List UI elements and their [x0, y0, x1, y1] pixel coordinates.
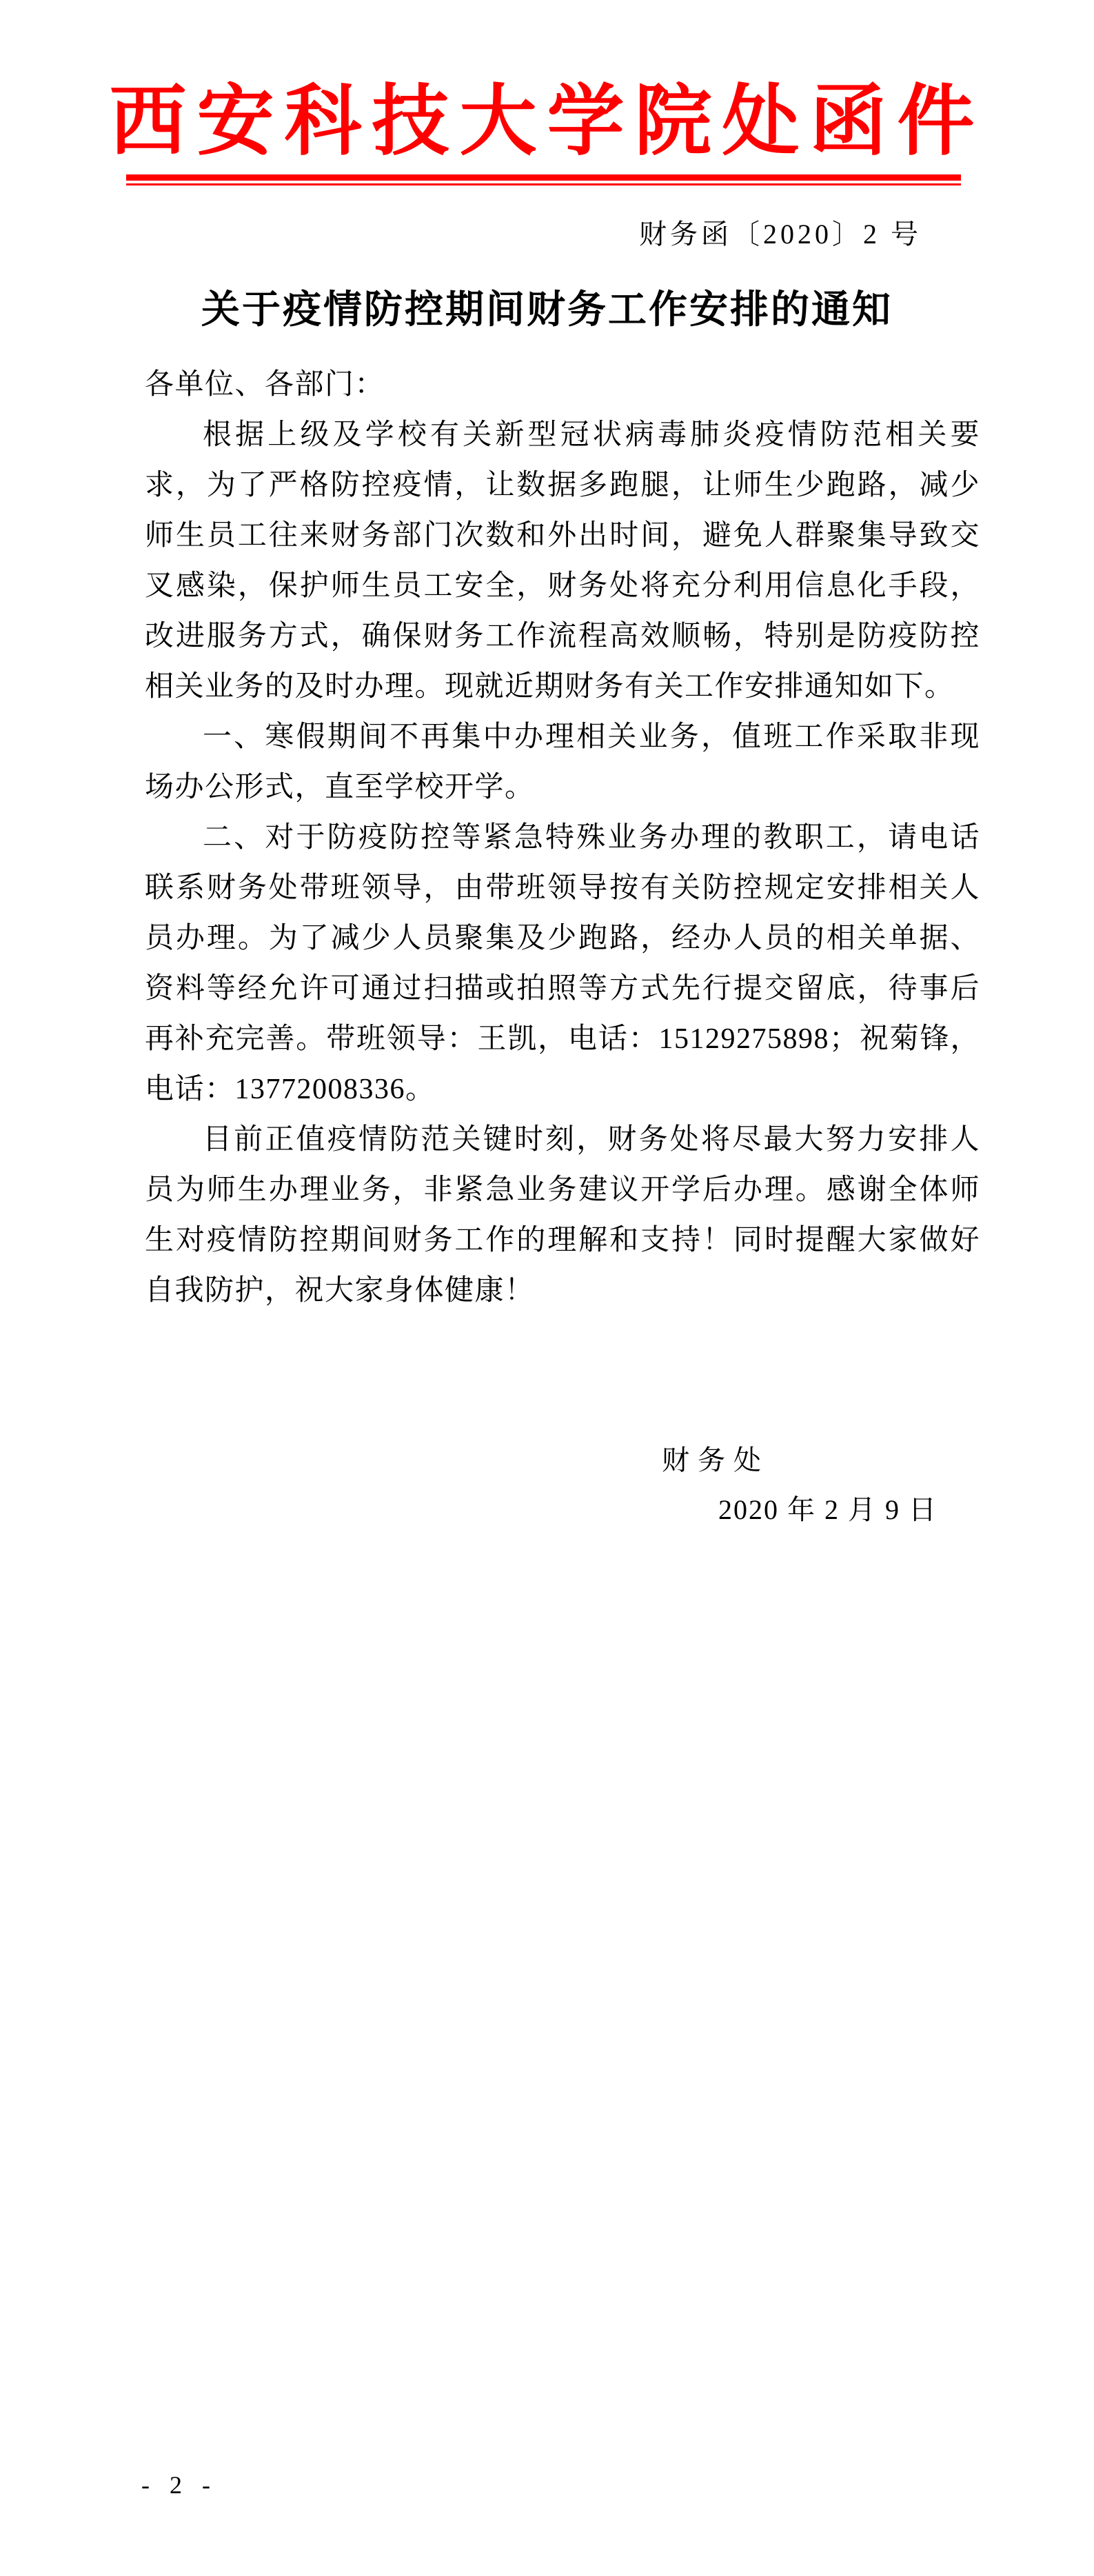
body-paragraph: 一、寒假期间不再集中办理相关业务，值班工作采取非现场办公形式，直至学校开学。 — [145, 721, 980, 803]
page-number: - 2 - — [141, 2471, 217, 2499]
masthead-divider-thin-line — [126, 183, 961, 185]
body-paragraph: 目前正值疫情防范关键时刻，财务处将尽最大努力安排人员为师生办理业务，非紧急业务建议开学后办理。感谢全体师生对疫情防控期间财务工作的理解和支持！同时提醒大家做好自我防护，祝大家身体健康！ — [145, 1124, 980, 1307]
signature-department: 财务处 — [662, 1445, 769, 1476]
body-paragraph: 二、对于防疫防控等紧急特殊业务办理的教职工，请电话联系财务处带班领导，由带班领导按有关防控规定安排相关人员办理。为了减少人员聚集及少跑路，经办人员的相关单据、资料等经允许可通过扫描或拍照等方式先行提交留底，待事后再补充完善。带班领导：王凯，电话：15129275898；祝菊锋，电话：13772008336。 — [145, 822, 980, 1105]
body-paragraph: 根据上级及学校有关新型冠状病毒肺炎疫情防范相关要求，为了严格防控疫情，让数据多跑腿，让师生少跑路，减少师生员工往来财务部门次数和外出时间，避免人群聚集导致交叉感染，保护师生员工安全，财务处将充分利用信息化手段，改进服务方式，确保财务工作流程高效顺畅，特别是防疫防控相关业务的及时办理。现就近期财务有关工作安排通知如下。 — [145, 419, 980, 703]
document-body — [145, 360, 980, 1316]
masthead-divider — [126, 174, 961, 185]
masthead-divider-thick-line — [126, 174, 961, 181]
signature-date: 2020 年 2 月 9 日 — [718, 1494, 938, 1525]
salutation: 各单位、各部门： — [145, 369, 385, 401]
document-title: 关于疫情防控期间财务工作安排的通知 — [201, 288, 893, 331]
document-number: 财务函〔2020〕2 号 — [639, 219, 922, 250]
masthead-title: 西安科技大学院处函件 — [109, 79, 985, 165]
